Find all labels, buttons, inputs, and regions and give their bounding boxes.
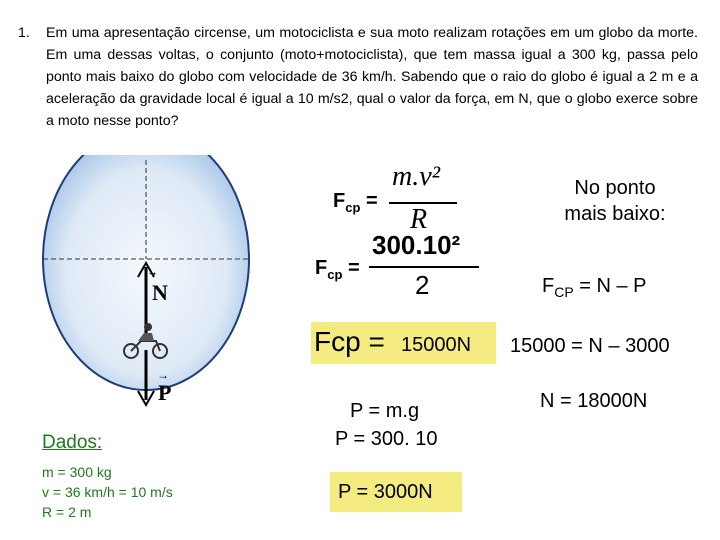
weight-line1: P = m.g (350, 400, 420, 422)
dados-list (42, 462, 173, 522)
fcp-result-box (311, 322, 496, 364)
formula1-lhs: $F_{cp}$ = (333, 190, 378, 215)
dados-item: R = 2 m (42, 504, 92, 520)
weight-line2: P = 300. 10 (335, 428, 438, 450)
formula1-denominator: R (410, 204, 428, 235)
weight-label: → P (157, 368, 172, 405)
formula2-denominator: 2 (415, 270, 430, 300)
problem-number: 1. (18, 25, 30, 41)
problem-statement (18, 22, 698, 132)
right-fcp-eq: $F_{CP} = N - P$ (542, 275, 647, 300)
right-eq2: 15000 = N – 3000 (510, 335, 670, 357)
formula2-line (369, 266, 479, 268)
formula1-numerator: m.v² (392, 161, 441, 192)
dados-item: m = 300 kg (42, 464, 112, 480)
globe-diagram (38, 155, 258, 415)
problem-text: Em uma apresentação circense, um motociclista e sua moto realizam rotações em um globo da morte. Em uma dessas voltas, o conjunto (moto+motociclista), que tem massa igual a 300 kg, passa pelo ponto mais baixo do globo com velocidade de 36 km/h. Sabendo que o raio do globo é igual a 2 m e a aceleração da gravidade local é igual a 10 m/s2, qual o valor da força, em N, que o globo exerce sobre a moto nesse ponto? (46, 25, 698, 129)
fcp-result-label: Fcp = (314, 326, 385, 357)
weight-result: P = 3000N (330, 472, 462, 512)
dados-title: Dados: (42, 432, 103, 453)
fcp-result-value: 15000N (401, 334, 472, 356)
formula2-lhs: $F_{cp}$ = (315, 257, 360, 282)
right-eq3: N = 18000N (540, 390, 648, 412)
right-title (545, 175, 685, 227)
right-title-line2: mais baixo: (564, 203, 666, 225)
dados-item: v = 36 km/h = 10 m/s (42, 484, 173, 500)
right-title-line1: No ponto (574, 177, 656, 199)
formula2-numerator: 300.10² (372, 230, 461, 260)
normal-label: N (152, 280, 168, 305)
